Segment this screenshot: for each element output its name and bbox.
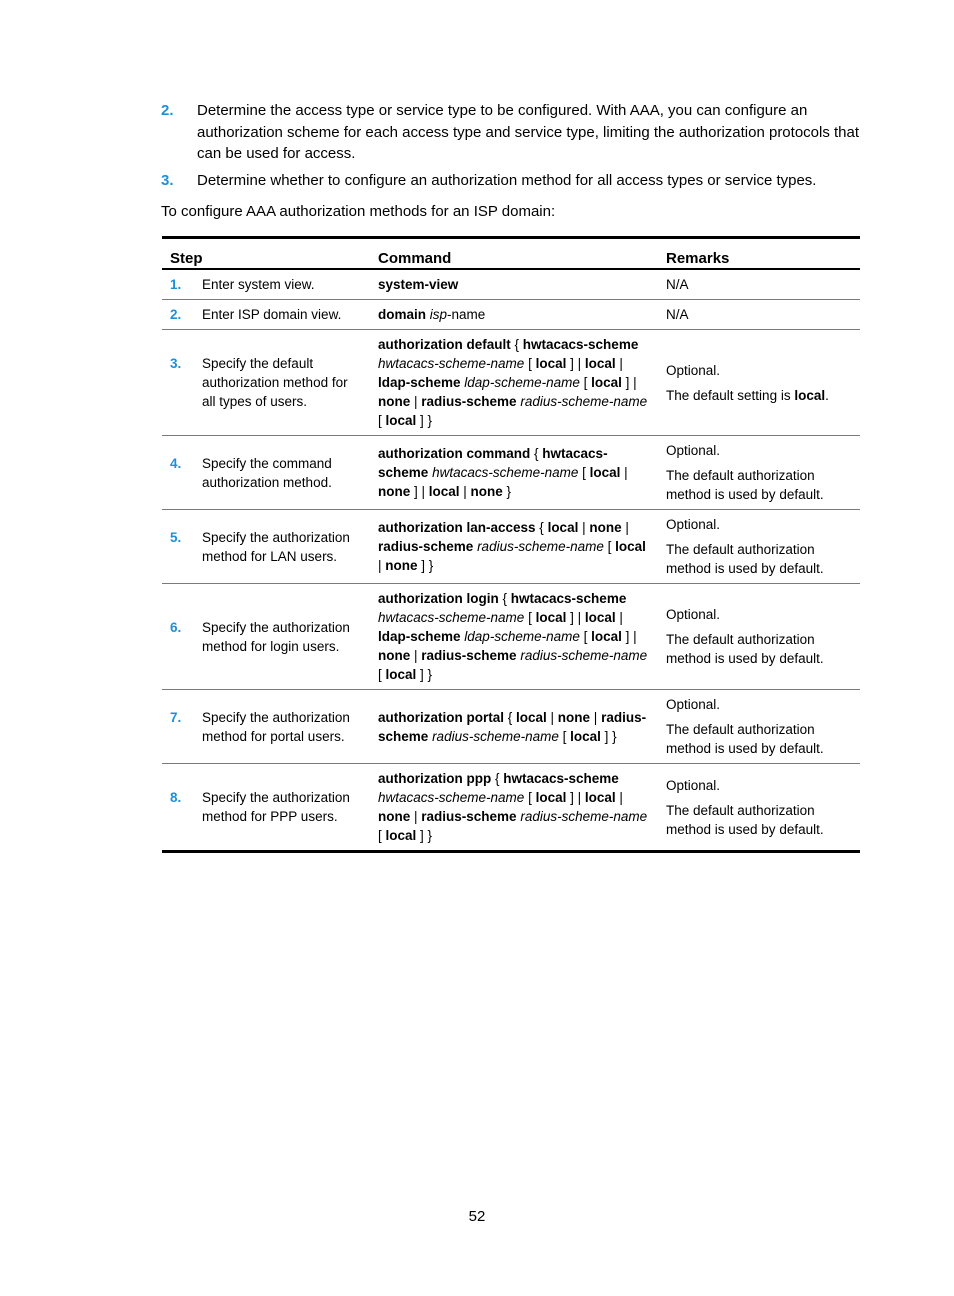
- table-row: [162, 510, 860, 584]
- command-syntax: |: [615, 610, 627, 625]
- command-syntax: ] }: [600, 728, 617, 744]
- step-content: [170, 618, 362, 656]
- command-argument: hwtacacs-scheme-name: [378, 610, 525, 625]
- command-keyword: local: [535, 356, 567, 371]
- table-row: [162, 436, 860, 510]
- command-keyword: hwtacacs-scheme: [510, 591, 627, 606]
- command-cell: [370, 764, 658, 852]
- command-keyword: local: [428, 484, 460, 499]
- intro-item-text: Determine the access type or service type to be configured. With AAA, you can configure an authorization scheme for each access type and service type, limiting the authorization protocols that can be used for access.: [197, 102, 860, 162]
- command-syntax: ] |: [566, 610, 585, 625]
- command-syntax: {: [535, 520, 548, 535]
- command-keyword: local: [516, 709, 547, 725]
- remark-line: Optional.: [666, 777, 721, 793]
- step-cell: [162, 436, 370, 510]
- command-syntax: [: [558, 728, 571, 744]
- step-content: [170, 354, 362, 411]
- command-cell: [370, 300, 658, 330]
- intro-item-number: 3.: [161, 171, 174, 189]
- remark-keyword: local: [794, 387, 826, 403]
- command-cell: [370, 690, 658, 764]
- command-keyword: none: [589, 520, 622, 535]
- command-syntax: {: [504, 709, 517, 725]
- command-keyword: local: [385, 667, 417, 682]
- remark-line: Optional.: [666, 517, 721, 532]
- command-syntax: |: [410, 809, 422, 824]
- command-syntax: [638, 337, 642, 352]
- command-syntax: }: [502, 484, 512, 499]
- command-keyword: authorization portal: [378, 709, 504, 725]
- command-keyword: none: [557, 709, 591, 725]
- step-number: 8.: [170, 790, 182, 805]
- remark-line: Optional.: [666, 362, 721, 378]
- step-cell: [162, 330, 370, 436]
- authorization-steps-table: [162, 236, 860, 853]
- remark-line: Optional.: [666, 697, 721, 712]
- command-cell: [370, 584, 658, 690]
- step-content: [170, 305, 362, 324]
- command-keyword: radius-scheme: [378, 709, 647, 744]
- command-syntax: ] |: [410, 484, 429, 499]
- step-description: Enter system view.: [202, 277, 315, 292]
- command-syntax: ] }: [416, 667, 433, 682]
- command-keyword: radius-scheme: [378, 539, 474, 554]
- command-syntax: |: [620, 465, 632, 480]
- remark-line: The default authorization method is used by default.: [666, 542, 824, 576]
- step-cell: [162, 510, 370, 584]
- command-keyword: local: [535, 610, 567, 625]
- command-syntax: {: [491, 771, 504, 786]
- remark-line: The default authorization method is used by default.: [666, 722, 824, 756]
- step-number: 7.: [170, 709, 182, 725]
- command-syntax: |: [459, 484, 471, 499]
- command-syntax: ] }: [417, 558, 434, 573]
- table-row: [162, 584, 860, 690]
- command-syntax: |: [590, 709, 602, 725]
- remarks-cell: [658, 764, 860, 852]
- command-cell: [370, 269, 658, 300]
- command-keyword: authorization command: [378, 446, 531, 461]
- remark-line: The default setting is local.: [666, 387, 829, 403]
- command-syntax: |: [546, 709, 558, 725]
- command-syntax: {: [530, 446, 543, 461]
- command-argument: hwtacacs-scheme-name: [432, 465, 579, 480]
- command-keyword: none: [470, 484, 503, 499]
- command-keyword: none: [378, 394, 411, 409]
- remarks-cell: [658, 436, 860, 510]
- command-keyword: hwtacacs-scheme: [522, 337, 639, 352]
- command-syntax: ] }: [416, 828, 433, 843]
- command-keyword: local: [547, 520, 579, 535]
- step-number: 5.: [170, 529, 182, 545]
- page-number: 52: [468, 1208, 486, 1225]
- command-keyword: ldap-scheme: [378, 375, 461, 390]
- step-description: Specify the default authorization method for all types of users.: [202, 356, 348, 409]
- command-syntax: [: [524, 790, 536, 805]
- remark-line: N/A: [666, 307, 689, 322]
- step-description: Specify the authorization method for LAN users.: [202, 529, 350, 564]
- command-syntax: [: [524, 356, 536, 371]
- command-keyword: radius-scheme: [421, 648, 517, 663]
- command-keyword: local: [584, 790, 616, 805]
- command-keyword: local: [535, 790, 567, 805]
- intro-item-number: 2.: [161, 102, 174, 119]
- remark-line: Optional.: [666, 443, 721, 458]
- command-keyword: radius-scheme: [421, 809, 517, 824]
- command-syntax: [619, 771, 623, 786]
- command-syntax: [626, 591, 630, 606]
- table-header-row: [162, 238, 860, 270]
- command-argument: radius-scheme-name: [520, 394, 648, 409]
- remark-line: N/A: [666, 277, 689, 292]
- command-syntax: |: [410, 648, 422, 663]
- command-syntax: [: [378, 394, 651, 428]
- command-syntax: ] }: [416, 413, 433, 428]
- command-argument: isp: [429, 307, 448, 322]
- command-keyword: authorization login: [378, 591, 499, 606]
- remark-line: The default authorization method is used by default.: [666, 632, 824, 666]
- header-command: Command: [370, 238, 658, 270]
- step-content: [170, 708, 362, 746]
- step-cell: [162, 584, 370, 690]
- table-row: [162, 330, 860, 436]
- command-argument: hwtacacs-scheme-name: [378, 356, 525, 371]
- command-syntax: [: [378, 809, 651, 843]
- command-keyword: local: [584, 356, 616, 371]
- remarks-cell: [658, 510, 860, 584]
- command-syntax: |: [378, 539, 650, 573]
- command-syntax: |: [578, 520, 590, 535]
- step-cell: [162, 764, 370, 852]
- command-keyword: authorization lan-access: [378, 520, 536, 535]
- step-number: 6.: [170, 619, 182, 635]
- command-keyword: local: [591, 375, 622, 390]
- table-row: [162, 269, 860, 300]
- command-syntax: ] |: [621, 629, 641, 644]
- command-argument: radius-scheme-name: [477, 539, 604, 554]
- table-row: [162, 690, 860, 764]
- remarks-cell: [658, 300, 860, 330]
- step-description: Specify the authorization method for portal users.: [202, 709, 350, 744]
- command-keyword: local: [589, 465, 621, 480]
- remarks-cell: [658, 330, 860, 436]
- header-step: Step: [162, 238, 370, 270]
- step-description: Specify the authorization method for login users.: [202, 619, 350, 654]
- command-keyword: none: [378, 809, 411, 824]
- command-keyword: none: [385, 558, 418, 573]
- intro-list: [161, 100, 866, 196]
- table-lead-text: To configure AAA authorization methods for an ISP domain:: [161, 203, 556, 220]
- command-syntax: ] |: [621, 375, 641, 390]
- command-argument: radius-scheme-name: [432, 728, 559, 744]
- remarks-cell: [658, 269, 860, 300]
- command-keyword: none: [378, 484, 411, 499]
- step-content: [170, 788, 362, 826]
- remarks-cell: [658, 584, 860, 690]
- command-syntax: [: [378, 648, 651, 682]
- remark-line: Optional.: [666, 607, 721, 622]
- command-syntax: [: [603, 539, 616, 554]
- command-keyword: hwtacacs-scheme: [503, 771, 619, 786]
- command-argument: radius-scheme-name: [520, 809, 648, 824]
- step-description: Specify the authorization method for PPP users.: [202, 790, 350, 824]
- table-row: [162, 300, 860, 330]
- step-number: 1.: [170, 277, 182, 292]
- command-keyword: local: [615, 539, 646, 554]
- header-remarks: Remarks: [658, 238, 860, 270]
- step-description: Specify the command authorization method.: [202, 455, 332, 490]
- command-syntax: [: [524, 610, 536, 625]
- command-keyword: local: [584, 610, 616, 625]
- command-keyword: system-view: [378, 277, 459, 292]
- intro-item-text: Determine whether to configure an authorization method for all access types or service types.: [197, 171, 817, 189]
- remarks-cell: [658, 690, 860, 764]
- command-cell: [370, 330, 658, 436]
- command-keyword: none: [378, 648, 411, 663]
- command-keyword: authorization default: [378, 337, 511, 352]
- command-argument: ldap-scheme-name: [464, 375, 580, 390]
- step-cell: [162, 300, 370, 330]
- command-argument: radius-scheme-name: [520, 648, 648, 663]
- command-keyword: local: [385, 413, 417, 428]
- step-content: [170, 528, 362, 566]
- step-cell: [162, 690, 370, 764]
- step-cell: [162, 269, 370, 300]
- intro-item: [161, 100, 866, 165]
- command-cell: [370, 436, 658, 510]
- command-keyword: domain: [378, 307, 427, 322]
- command-syntax: [: [579, 375, 592, 390]
- step-number: 4.: [170, 455, 182, 471]
- command-syntax: ] |: [566, 356, 585, 371]
- command-syntax: |: [621, 520, 633, 535]
- command-syntax: {: [510, 337, 523, 352]
- command-cell: [370, 510, 658, 584]
- command-argument: hwtacacs-scheme-name: [378, 790, 525, 805]
- step-number: 2.: [170, 307, 182, 322]
- command-syntax: ] |: [566, 790, 585, 805]
- step-content: [170, 454, 362, 492]
- command-syntax: |: [615, 356, 627, 371]
- command-keyword: ldap-scheme: [378, 629, 461, 644]
- intro-item: [161, 170, 866, 192]
- table-row: [162, 764, 860, 852]
- command-keyword: radius-scheme: [421, 394, 517, 409]
- step-number: 3.: [170, 356, 182, 371]
- command-syntax: [: [579, 629, 592, 644]
- command-syntax: -name: [447, 307, 486, 322]
- command-keyword: authorization ppp: [378, 771, 492, 786]
- command-syntax: {: [498, 591, 511, 606]
- command-syntax: [: [578, 465, 590, 480]
- step-description: Enter ISP domain view.: [202, 307, 342, 322]
- command-keyword: local: [591, 629, 622, 644]
- remark-line: The default authorization method is used by default.: [666, 468, 824, 502]
- command-keyword: local: [385, 828, 417, 843]
- command-keyword: hwtacacs-scheme: [378, 446, 608, 480]
- command-argument: ldap-scheme-name: [464, 629, 580, 644]
- remark-line: The default authorization method is used by default.: [666, 802, 824, 837]
- step-content: [170, 275, 362, 294]
- command-syntax: |: [410, 394, 422, 409]
- command-syntax: |: [615, 790, 627, 805]
- command-keyword: local: [570, 728, 601, 744]
